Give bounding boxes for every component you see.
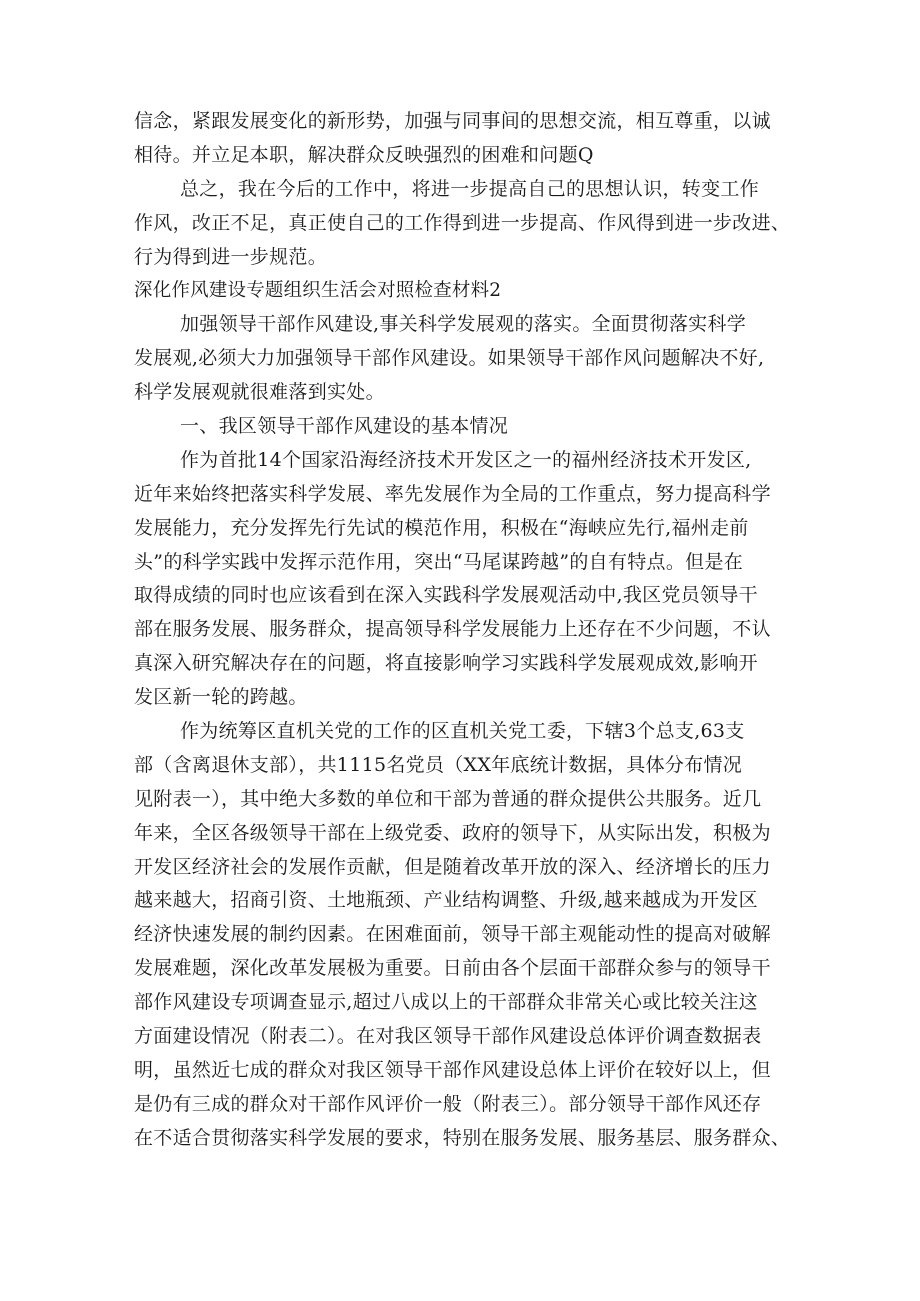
text-line: 作风，改正不足，真正使自己的工作得到进一步提高、作风得到进一步改进、	[134, 211, 791, 234]
text-line: 取得成绩的同时也应该看到在深入实践科学发展观活动中,我区党员领导干	[134, 584, 758, 607]
text-line: 相待。并立足本职，解决群众反映强烈的困难和问题Q	[134, 143, 594, 166]
text-line: 方面建设情况（附表二）。在对我区领导干部作风建设总体评价调查数据表	[134, 1025, 762, 1048]
text-line: 越来越大，招商引资、土地瓶颈、产业结构调整、升级,越来越成为开发区	[134, 889, 758, 912]
text-line: 开发区经济社会的发展作贡献，但是随着改革开放的深入、经济增长的压力	[134, 855, 771, 878]
text-line: 发区新一轮的跨越。	[134, 686, 308, 709]
text-line: 在不适合贯彻落实科学发展的要求，特别在服务发展、服务基层、服务群众、	[134, 1126, 791, 1149]
text-line: 部在服务发展、服务群众，提高领导科学发展能力上还存在不少问题，不认	[134, 618, 771, 641]
text-line: 总之，我在今后的工作中，将进一步提高自己的思想认识，转变工作	[180, 177, 760, 200]
text-line: 发展难题，深化改革发展极为重要。日前由各个层面干部群众参与的领导干	[134, 957, 771, 980]
text-line: 加强领导干部作风建设,事关科学发展观的落实。全面贯彻落实科学	[180, 313, 747, 336]
text-line: 见附表一），其中绝大多数的单位和干部为普通的群众提供公共服务。近几	[134, 787, 762, 810]
section-heading: 深化作风建设专题组织生活会对照检查材料2	[134, 280, 502, 302]
text-line: 作为首批14个国家沿海经济技术开发区之一的福州经济技术开发区,	[180, 448, 752, 471]
text-line: 作为统筹区直机关党的工作的区直机关党工委，下辖3个总支,63支	[180, 720, 745, 743]
text-line: 一、我区领导干部作风建设的基本情况	[180, 415, 509, 438]
text-line: 信念，紧跟发展变化的新形势，加强与同事间的思想交流，相互尊重，以诚	[134, 110, 771, 132]
text-line: 年来，全区各级领导干部在上级党委、政府的领导下，从实际出发，积极为	[134, 821, 771, 844]
text-line: 部作风建设专项调查显示,超过八成以上的干部群众非常关心或比较关注这	[134, 991, 758, 1014]
text-line: 真深入研究解决存在的问题，将直接影响学习实践科学发展观成效,影响开	[134, 652, 758, 675]
text-line: 发展观,必须大力加强领导干部作风建设。如果领导干部作风问题解决不好,	[134, 347, 765, 370]
text-line: 近年来始终把落实科学发展、率先发展作为全局的工作重点，努力提高科学	[134, 482, 771, 505]
text-line: 行为得到进一步规范。	[134, 245, 328, 268]
text-line: 科学发展观就很难落到实处。	[134, 381, 385, 404]
document-page	[134, 105, 794, 1156]
text-line: 经济快速发展的制约因素。在困难面前，领导干部主观能动性的提高对破解	[134, 923, 771, 946]
text-line: 部（含离退休支部），共1115名党员（XX年底统计数据，具体分布情况	[134, 753, 743, 776]
text-line: 头”的科学实践中发挥示范作用，突出“马尾谋跨越”的自有特点。但是在	[134, 550, 744, 573]
text-line: 明，虽然近七成的群众对我区领导干部作风建设总体上评价在较好以上，但	[134, 1058, 771, 1081]
text-line: 是仍有三成的群众对干部作风评价一般（附表三）。部分领导干部作风还存	[134, 1092, 762, 1115]
text-line: 发展能力，充分发挥先行先试的模范作用，积极在“海峡应先行,福州走前	[134, 516, 749, 539]
